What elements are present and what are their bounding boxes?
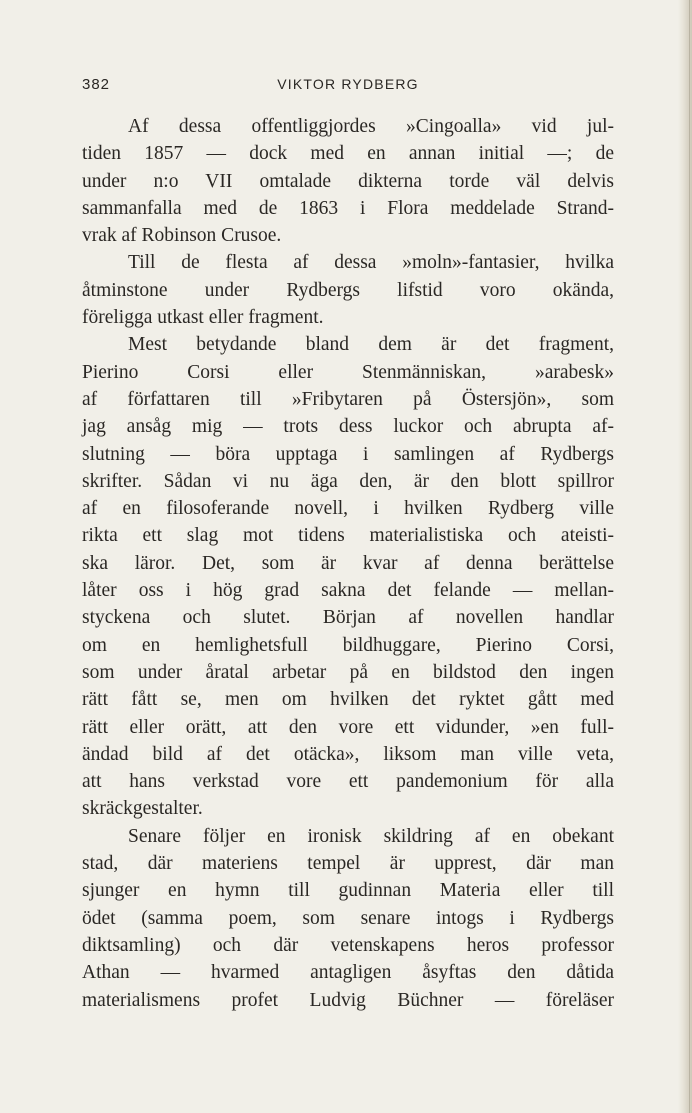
text-line: slutning — böra upptaga i samlingen af Rydbergs — [82, 443, 614, 465]
text-line: Mest betydande bland dem är det fragment, — [128, 334, 614, 356]
text-line: ändad bild af det otäcka», liksom man ville veta, — [82, 743, 614, 765]
text-line: om en hemlighetsfull bildhuggare, Pierino Corsi, — [82, 634, 614, 656]
text-line: ska läror. Det, som är kvar af denna berättelse — [82, 552, 614, 574]
text-line: Till de flesta af dessa »moln»-fantasier, hvilka — [128, 252, 614, 274]
text-line: stad, där materiens tempel är upprest, där man — [82, 853, 614, 875]
text-line: rikta ett slag mot tidens materialistiska och ateisti- — [82, 525, 614, 547]
text-line: skräckgestalter. — [82, 798, 203, 820]
text-line: rätt eller orätt, att den vore ett vidunder, »en full- — [82, 716, 614, 738]
text-line: sjunger en hymn till gudinnan Materia eller till — [82, 880, 614, 902]
text-line: vrak af Robinson Crusoe. — [82, 225, 282, 247]
text-line: skrifter. Sådan vi nu äga den, är den blott spillror — [82, 470, 614, 492]
text-line: af en filosoferande novell, i hvilken Rydberg ville — [82, 498, 614, 520]
text-line: af författaren till »Fribytaren på Östersjön», som — [82, 388, 614, 410]
text-line: som under åratal arbetar på en bildstod den ingen — [82, 661, 614, 683]
text-line: jag ansåg mig — trots dess luckor och abrupta af- — [82, 416, 614, 438]
text-line: sammanfalla med de 1863 i Flora meddelade Strand- — [82, 197, 614, 219]
text-line: att hans verkstad vore ett pandemonium för alla — [82, 771, 614, 793]
text-line: styckena och slutet. Början af novellen handlar — [82, 607, 614, 629]
text-line: rätt fått se, men om hvilken det ryktet gått med — [82, 689, 614, 711]
running-head: VIKTOR RYDBERG — [277, 76, 419, 92]
text-line: tiden 1857 — dock med en annan initial —; de — [82, 143, 614, 165]
body-text — [82, 113, 614, 1014]
text-line: föreligga utkast eller fragment. — [82, 307, 324, 329]
text-line: Senare följer en ironisk skildring af en obekant — [128, 825, 614, 847]
text-line: Athan — hvarmed antagligen åsyftas den dåtida — [82, 962, 614, 984]
text-line: under n:o VII omtalade dikterna torde väl delvis — [82, 170, 614, 192]
text-line: ödet (samma poem, som senare intogs i Rydbergs — [82, 907, 614, 929]
page-edge — [678, 0, 692, 1113]
text-line: Af dessa offentliggjordes »Cingoalla» vid jul- — [128, 116, 614, 137]
text-line: åtminstone under Rydbergs lifstid voro okända, — [82, 279, 614, 301]
text-line: diktsamling) och där vetenskapens heros professor — [82, 934, 614, 956]
page-number: 382 — [82, 76, 111, 93]
text-line: Pierino Corsi eller Stenmänniskan, »arabesk» — [82, 361, 614, 383]
text-line: materialismens profet Ludvig Büchner — föreläser — [82, 989, 614, 1011]
page-header — [82, 76, 614, 98]
text-line: låter oss i hög grad sakna det felande — mellan- — [82, 580, 614, 602]
